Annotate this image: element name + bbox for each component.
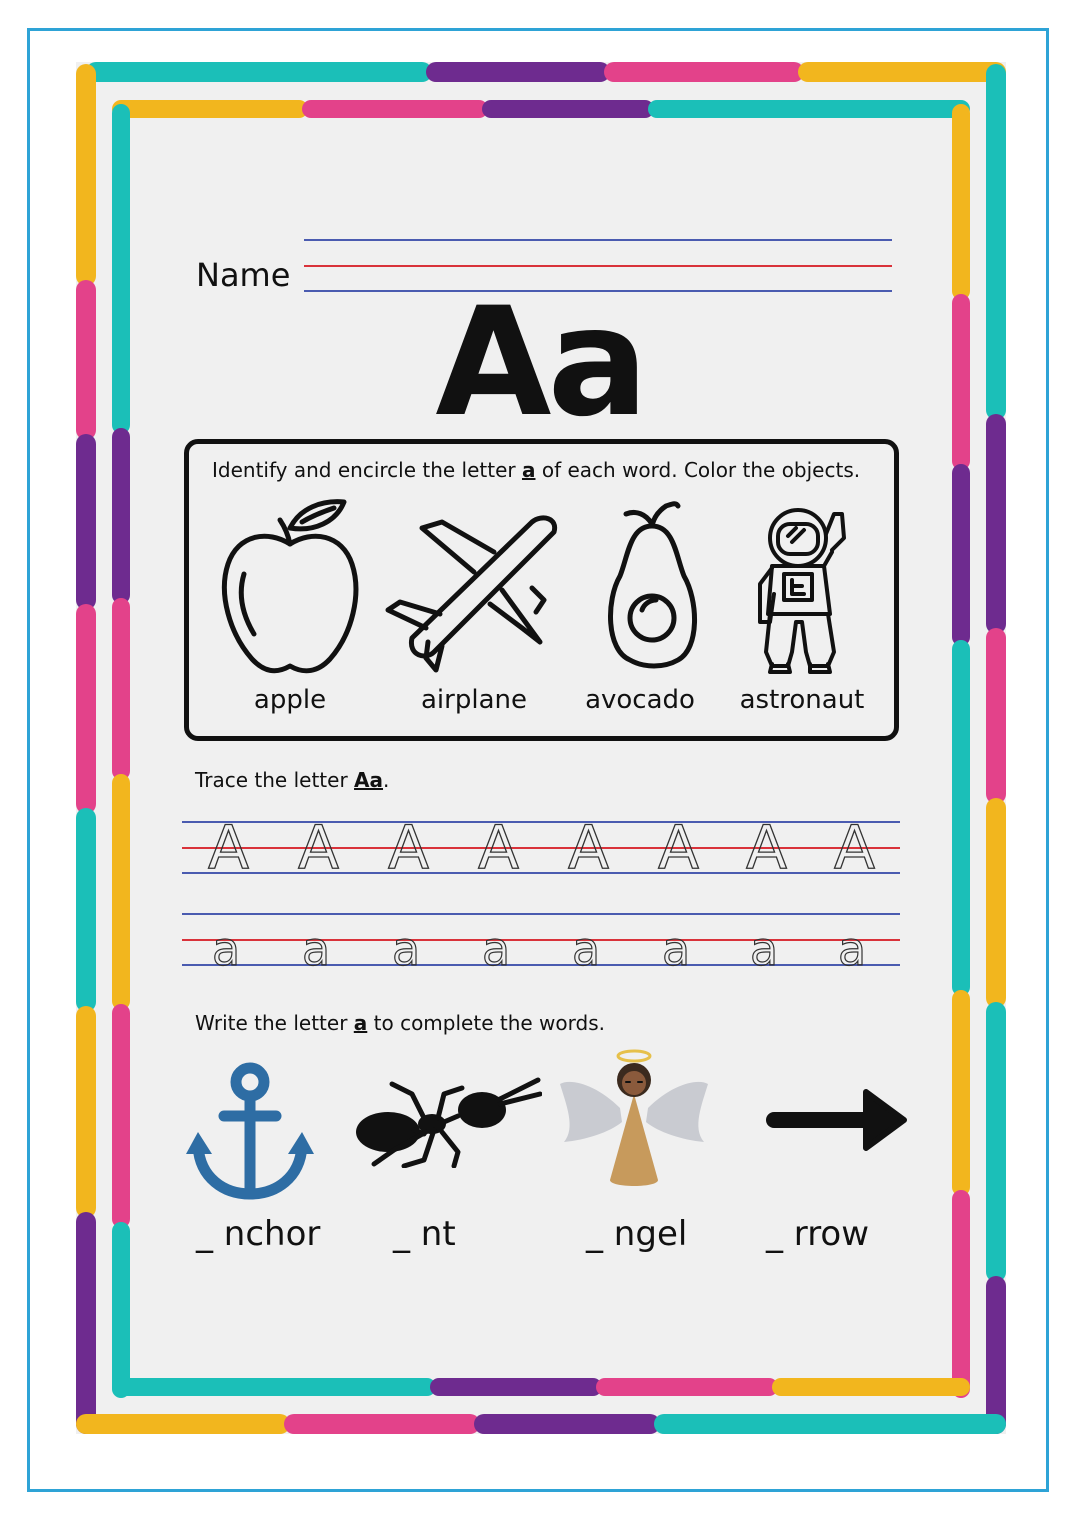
frame-segment bbox=[952, 1190, 970, 1398]
frame-segment bbox=[648, 100, 970, 118]
trace-letter-lower: a bbox=[482, 922, 511, 976]
guide-line-bottom bbox=[182, 872, 900, 874]
object-label-apple: apple bbox=[253, 685, 327, 715]
astronaut-icon[interactable] bbox=[752, 504, 856, 678]
frame-segment bbox=[952, 104, 970, 300]
instruction-letter: a bbox=[353, 1011, 368, 1035]
instruction-letter: Aa bbox=[354, 768, 384, 792]
trace-letter-upper: A bbox=[298, 813, 340, 883]
frame-segment bbox=[798, 62, 1006, 82]
instruction-letter: a bbox=[521, 458, 536, 482]
frame-segment bbox=[76, 280, 96, 440]
word-angel[interactable]: _ ngel bbox=[586, 1214, 688, 1254]
guide-line-bottom bbox=[182, 964, 900, 966]
arrow-icon[interactable] bbox=[762, 1088, 908, 1152]
instruction-text: . bbox=[383, 768, 390, 792]
avocado-icon[interactable] bbox=[600, 500, 704, 672]
trace-instruction bbox=[195, 768, 389, 792]
guide-line-mid bbox=[304, 265, 892, 267]
frame-segment bbox=[76, 604, 96, 814]
frame-segment bbox=[426, 62, 610, 82]
frame-segment bbox=[482, 100, 654, 118]
frame-segment bbox=[474, 1414, 660, 1434]
frame-segment bbox=[76, 64, 96, 286]
page-title: Aa bbox=[435, 276, 645, 450]
trace-letter-upper: A bbox=[478, 813, 520, 883]
guide-line-mid bbox=[182, 939, 900, 941]
frame-segment bbox=[952, 464, 970, 646]
frame-segment bbox=[112, 774, 130, 1010]
frame-segment bbox=[112, 1378, 436, 1396]
frame-segment bbox=[112, 428, 130, 604]
frame-segment bbox=[772, 1378, 970, 1396]
instruction-text: Identify and encircle the letter bbox=[212, 458, 522, 482]
object-label-airplane: airplane bbox=[421, 685, 527, 715]
frame-segment bbox=[76, 808, 96, 1012]
frame-segment bbox=[76, 1414, 290, 1434]
frame-segment bbox=[430, 1378, 602, 1396]
trace-letter-upper: A bbox=[208, 813, 250, 883]
frame-segment bbox=[986, 628, 1006, 804]
guide-line-mid bbox=[182, 847, 900, 849]
name-label: Name bbox=[196, 256, 291, 294]
frame-segment bbox=[76, 1212, 96, 1434]
trace-letter-lower: a bbox=[750, 922, 779, 976]
instruction-text: of each word. Color the objects. bbox=[535, 458, 861, 482]
trace-letter-lower: a bbox=[212, 922, 241, 976]
frame-segment bbox=[986, 414, 1006, 634]
trace-letter-lower: a bbox=[392, 922, 421, 976]
frame-segment bbox=[76, 1006, 96, 1218]
identify-instruction bbox=[212, 458, 860, 482]
frame-segment bbox=[952, 640, 970, 996]
apple-icon[interactable] bbox=[218, 494, 364, 680]
frame-segment bbox=[596, 1378, 778, 1396]
frame-segment bbox=[112, 598, 130, 780]
frame-segment bbox=[112, 1004, 130, 1228]
anchor-icon[interactable] bbox=[184, 1062, 316, 1202]
word-arrow[interactable]: _ rrow bbox=[766, 1214, 870, 1254]
airplane-icon[interactable] bbox=[382, 508, 564, 678]
trace-letter-upper: A bbox=[834, 813, 876, 883]
trace-letter-upper: A bbox=[746, 813, 788, 883]
word-anchor[interactable]: _ nchor bbox=[196, 1214, 321, 1254]
trace-letter-lower: a bbox=[838, 922, 867, 976]
frame-segment bbox=[112, 100, 308, 118]
trace-letter-lower: a bbox=[572, 922, 601, 976]
trace-letter-upper: A bbox=[658, 813, 700, 883]
guide-line-top bbox=[182, 821, 900, 823]
frame-segment bbox=[986, 1276, 1006, 1434]
frame-segment bbox=[986, 1002, 1006, 1282]
word-ant[interactable]: _ nt bbox=[393, 1214, 456, 1254]
frame-segment bbox=[76, 434, 96, 610]
frame-segment bbox=[986, 64, 1006, 420]
trace-letter-lower: a bbox=[302, 922, 331, 976]
write-instruction bbox=[195, 1011, 605, 1035]
frame-segment bbox=[654, 1414, 1006, 1434]
trace-letter-upper: A bbox=[568, 813, 610, 883]
frame-segment bbox=[952, 990, 970, 1196]
object-label-avocado: avocado bbox=[585, 685, 695, 715]
frame-segment bbox=[952, 294, 970, 470]
guide-line-top bbox=[304, 239, 892, 241]
frame-segment bbox=[986, 798, 1006, 1008]
frame-segment bbox=[86, 62, 432, 82]
trace-letter-lower: a bbox=[662, 922, 691, 976]
frame-segment bbox=[112, 104, 130, 434]
object-label-astronaut: astronaut bbox=[739, 685, 865, 715]
instruction-text: Write the letter bbox=[195, 1011, 354, 1035]
angel-icon[interactable] bbox=[556, 1048, 712, 1190]
trace-letter-upper: A bbox=[388, 813, 430, 883]
ant-icon[interactable] bbox=[354, 1074, 542, 1168]
frame-segment bbox=[112, 1222, 130, 1398]
frame-segment bbox=[604, 62, 804, 82]
frame-segment bbox=[284, 1414, 480, 1434]
guide-line-top bbox=[182, 913, 900, 915]
instruction-text: to complete the words. bbox=[367, 1011, 605, 1035]
instruction-text: Trace the letter bbox=[195, 768, 355, 792]
frame-segment bbox=[302, 100, 488, 118]
